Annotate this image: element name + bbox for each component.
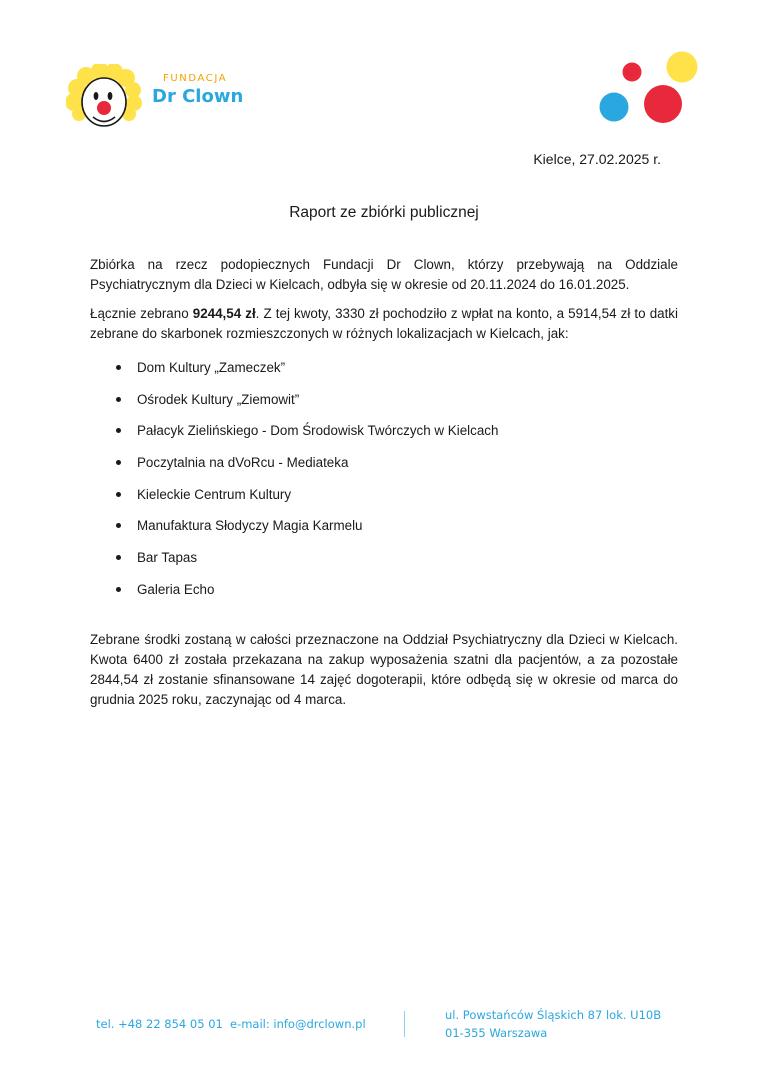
page-footer [0,1008,768,1048]
list-item: Pałacyk Zielińskiego - Dom Środowisk Twórczych w Kielcach [116,421,498,453]
footer-address-street: ul. Powstańców Śląskich 87 lok. U10B [445,1008,662,1022]
clown-face-icon [66,64,156,134]
summary-paragraph [90,304,678,344]
decorative-dots-icon [596,48,706,132]
document-date: Kielce, 27.02.2025 r. [533,151,661,167]
list-item: Galeria Echo [116,580,498,612]
list-item: Poczytalnia na dVoRcu - Mediateka [116,453,498,485]
footer-address-city: 01-355 Warszawa [445,1026,548,1040]
summary-prefix: Łącznie zebrano [90,306,193,321]
allocation-paragraph: Zebrane środki zostaną w całości przeznaczone na Oddział Psychiatryczny dla Dzieci w Kielcach. Kwota 6400 zł została przekazana na zakup wyposażenia szatni dla pacjentów, a za pozostałe 2844,54 zł zostanie sfinansowane 14 zajęć dogoterapii, które odbędą się w okresie od marca do grudnia 2025 roku, zaczynając od 4 marca. [90,632,678,707]
total-amount: 9244,54 zł [192,306,256,321]
footer-divider [404,1011,405,1037]
list-item: Bar Tapas [116,548,498,580]
document-title: Raport ze zbiórki publicznej [289,204,479,221]
foundation-logo [66,64,246,134]
intro-paragraph: Zbiórka na rzecz podopiecznych Fundacji Dr Clown, którzy przebywają na Oddziale Psychiatrycznym dla Dzieci w Kielcach, odbyła się w okresie od 20.11.2024 do 16.01.2025. [90,257,678,292]
list-item: Dom Kultury „Zameczek” [116,358,498,390]
summary-suffix: . Z tej kwoty, 3330 zł pochodziło z wpłat na konto, a 5914,54 zł to datki zebrane do skarbonek rozmieszczonych w różnych lokalizacjach w Kielcach, jak: [90,306,678,341]
logo-name-text: Dr Clown [152,86,244,107]
footer-email: e-mail: info@drclown.pl [230,1017,366,1031]
footer-phone: tel. +48 22 854 05 01 [96,1017,223,1031]
list-item: Manufaktura Słodyczy Magia Karmelu [116,516,498,548]
logo-foundation-text: FUNDACJA [163,73,228,84]
list-item: Ośrodek Kultury „Ziemowit” [116,390,498,422]
locations-list [116,358,498,612]
list-item: Kieleckie Centrum Kultury [116,485,498,517]
